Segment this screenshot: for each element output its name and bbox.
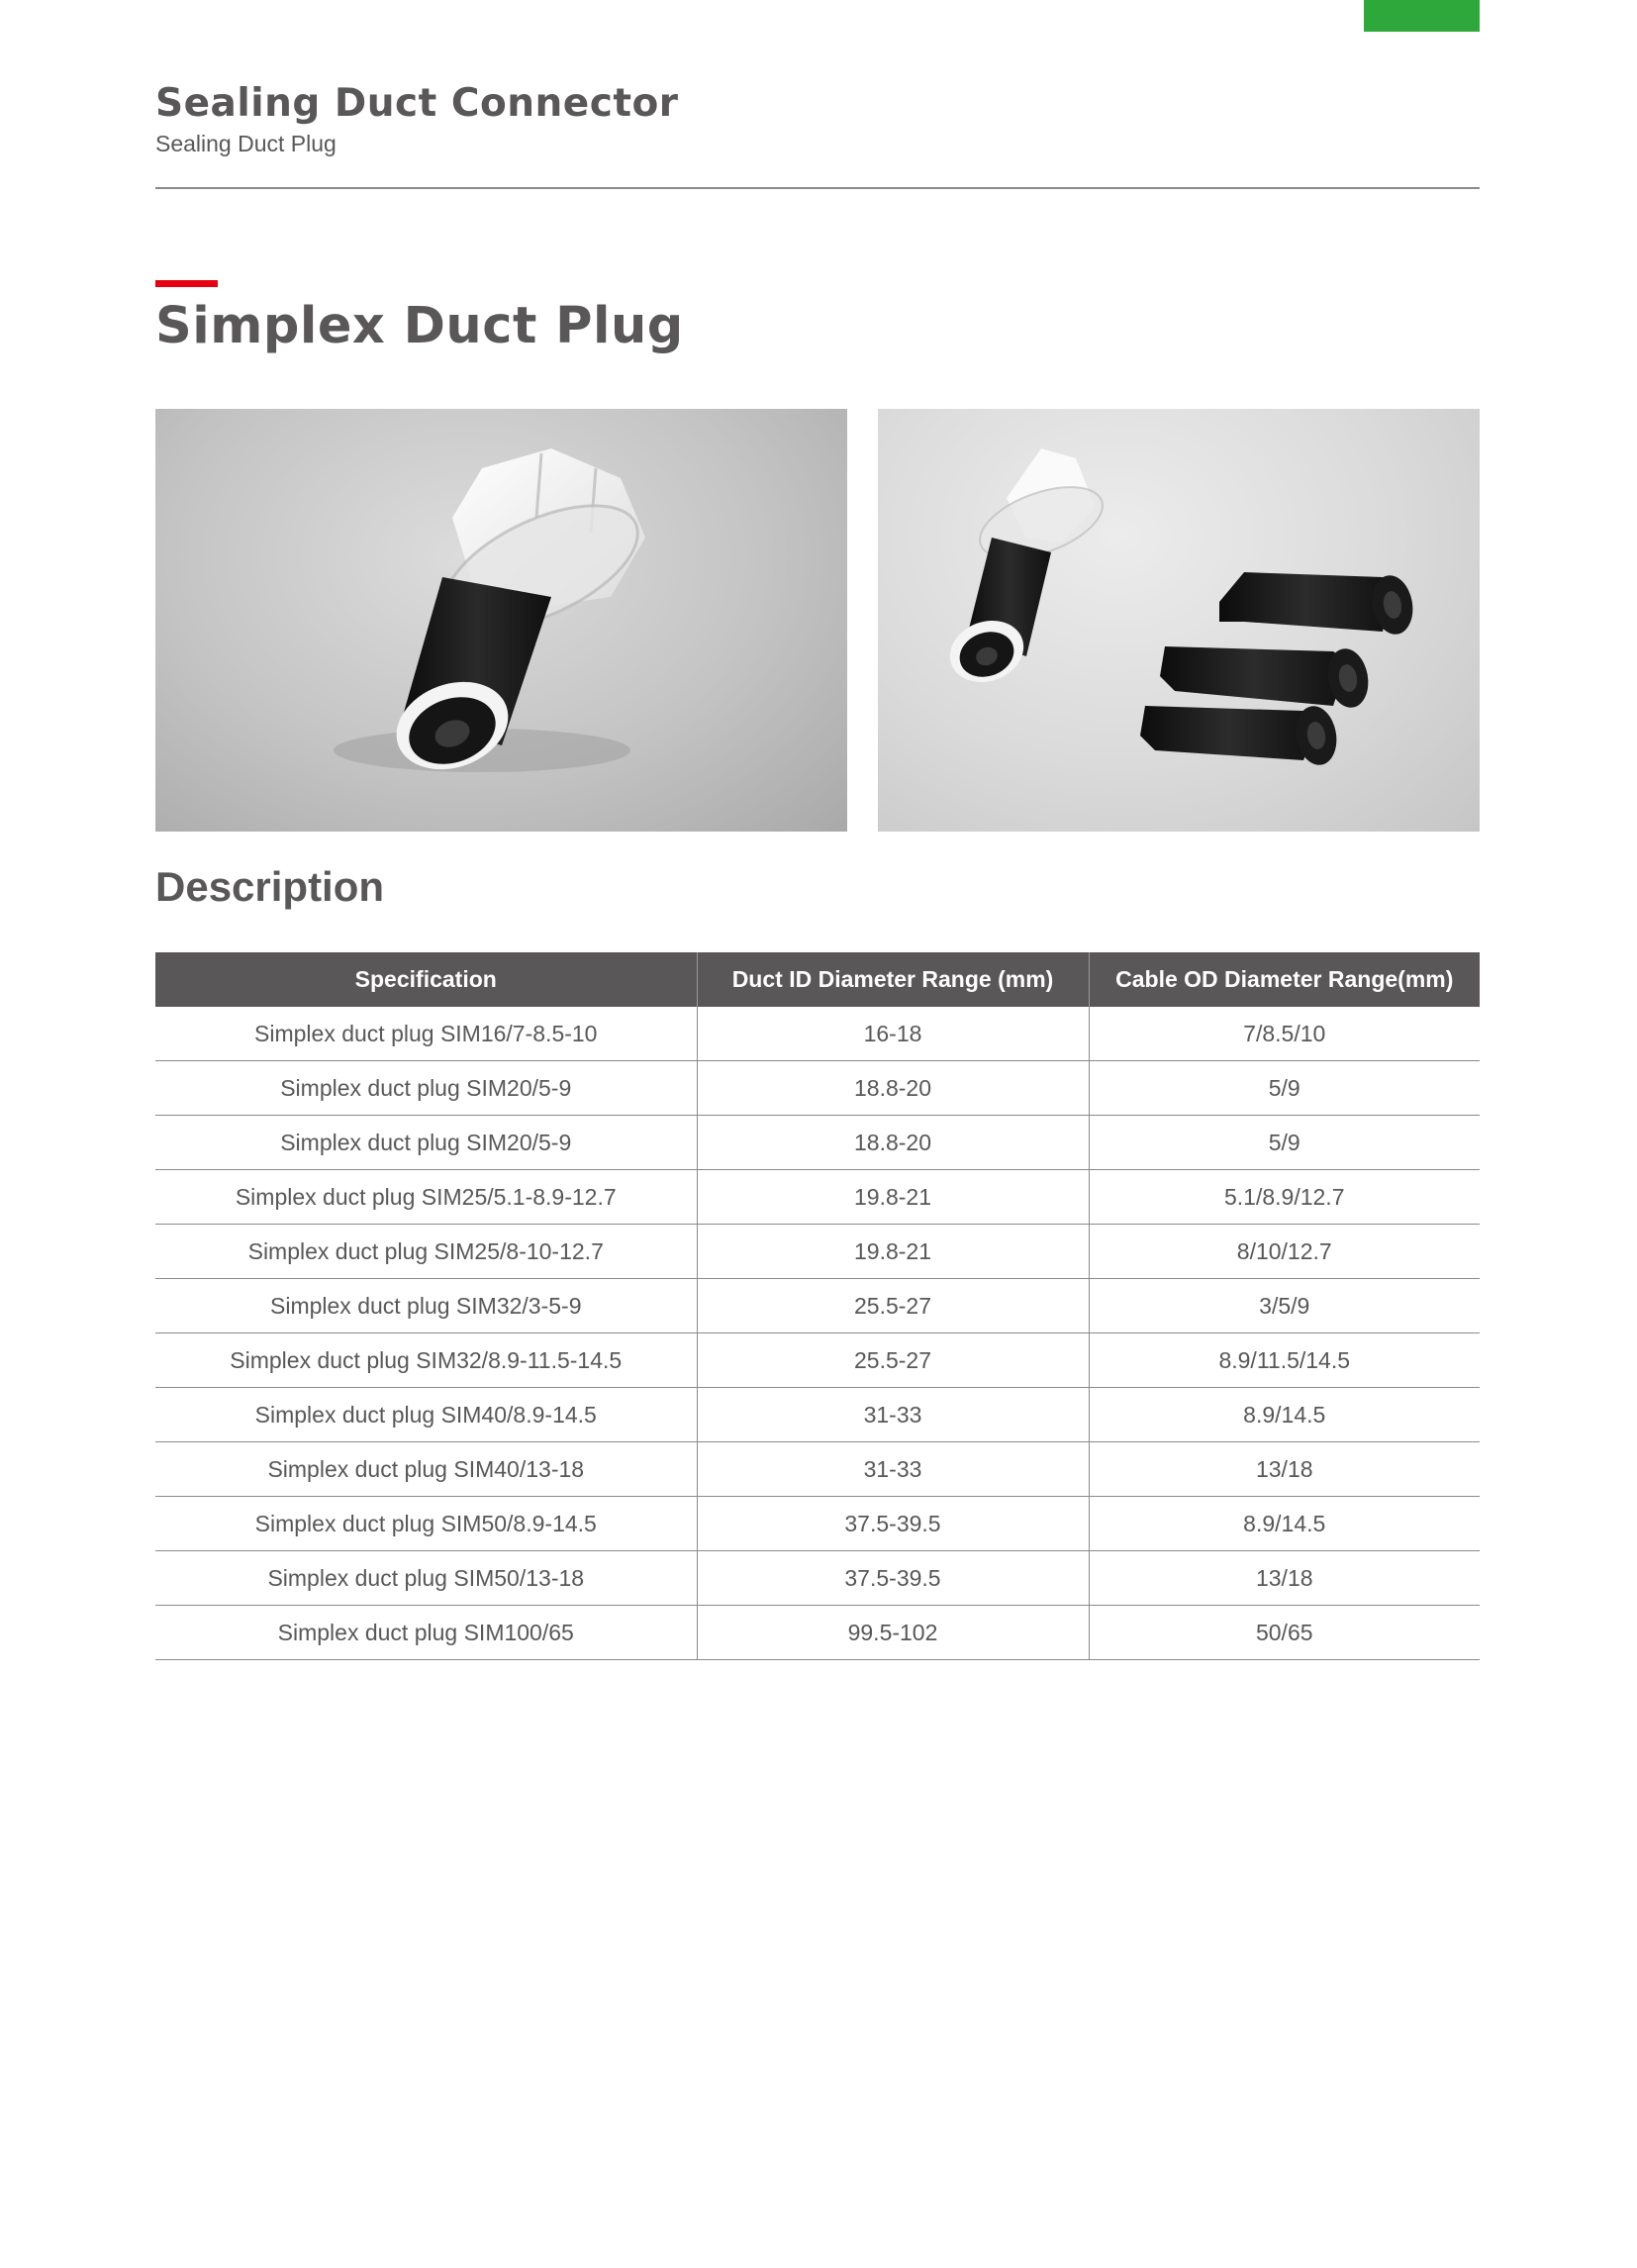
cell-duct-id-range: 18.8-20 <box>697 1061 1089 1116</box>
cell-specification: Simplex duct plug SIM20/5-9 <box>155 1061 697 1116</box>
table-row <box>155 1279 1480 1333</box>
section-title: Sealing Duct Connector <box>155 81 679 126</box>
cell-duct-id-range: 18.8-20 <box>697 1116 1089 1170</box>
cell-specification: Simplex duct plug SIM40/8.9-14.5 <box>155 1388 697 1442</box>
duct-plug-kit-illustration <box>878 409 1480 832</box>
cell-specification: Simplex duct plug SIM100/65 <box>155 1606 697 1660</box>
product-photo-single <box>155 409 847 832</box>
cell-cable-od-range: 3/5/9 <box>1089 1279 1480 1333</box>
cell-specification: Simplex duct plug SIM25/8-10-12.7 <box>155 1225 697 1279</box>
title-accent-bar <box>155 280 218 287</box>
product-photo-with-sleeves <box>878 409 1480 832</box>
cell-cable-od-range: 5/9 <box>1089 1061 1480 1116</box>
section-subtitle: Sealing Duct Plug <box>155 131 337 156</box>
cell-duct-id-range: 19.8-21 <box>697 1225 1089 1279</box>
header-specification: Specification <box>155 952 697 1007</box>
table-row <box>155 1388 1480 1442</box>
cell-cable-od-range: 8.9/14.5 <box>1089 1497 1480 1551</box>
cell-duct-id-range: 25.5-27 <box>697 1333 1089 1388</box>
table-row <box>155 1116 1480 1170</box>
table-header-row <box>155 952 1480 1007</box>
cell-duct-id-range: 31-33 <box>697 1442 1089 1497</box>
cell-cable-od-range: 8/10/12.7 <box>1089 1225 1480 1279</box>
cell-specification: Simplex duct plug SIM20/5-9 <box>155 1116 697 1170</box>
cell-cable-od-range: 8.9/14.5 <box>1089 1388 1480 1442</box>
cell-duct-id-range: 31-33 <box>697 1388 1089 1442</box>
cell-cable-od-range: 7/8.5/10 <box>1089 1007 1480 1061</box>
cell-cable-od-range: 50/65 <box>1089 1606 1480 1660</box>
cell-specification: Simplex duct plug SIM25/5.1-8.9-12.7 <box>155 1170 697 1225</box>
cell-cable-od-range: 5.1/8.9/12.7 <box>1089 1170 1480 1225</box>
cell-specification: Simplex duct plug SIM50/13-18 <box>155 1551 697 1606</box>
cell-specification: Simplex duct plug SIM32/3-5-9 <box>155 1279 697 1333</box>
specification-table <box>155 952 1480 1660</box>
header-divider <box>155 187 1480 189</box>
header-duct-id-range: Duct ID Diameter Range (mm) <box>697 952 1089 1007</box>
cell-duct-id-range: 19.8-21 <box>697 1170 1089 1225</box>
table-row <box>155 1606 1480 1660</box>
table-row <box>155 1007 1480 1061</box>
cell-specification: Simplex duct plug SIM50/8.9-14.5 <box>155 1497 697 1551</box>
cell-duct-id-range: 99.5-102 <box>697 1606 1089 1660</box>
cell-duct-id-range: 16-18 <box>697 1007 1089 1061</box>
table-row <box>155 1333 1480 1388</box>
cell-cable-od-range: 13/18 <box>1089 1442 1480 1497</box>
cell-duct-id-range: 25.5-27 <box>697 1279 1089 1333</box>
table-row <box>155 1061 1480 1116</box>
table-row <box>155 1497 1480 1551</box>
cell-duct-id-range: 37.5-39.5 <box>697 1497 1089 1551</box>
brand-green-tab <box>1364 0 1480 32</box>
duct-plug-illustration <box>155 409 847 832</box>
table-row <box>155 1551 1480 1606</box>
cell-cable-od-range: 13/18 <box>1089 1551 1480 1606</box>
table-row <box>155 1442 1480 1497</box>
product-title: Simplex Duct Plug <box>155 297 684 355</box>
cell-specification: Simplex duct plug SIM16/7-8.5-10 <box>155 1007 697 1061</box>
table-row <box>155 1170 1480 1225</box>
cell-cable-od-range: 5/9 <box>1089 1116 1480 1170</box>
table-row <box>155 1225 1480 1279</box>
header-cable-od-range: Cable OD Diameter Range(mm) <box>1089 952 1480 1007</box>
cell-cable-od-range: 8.9/11.5/14.5 <box>1089 1333 1480 1388</box>
description-heading: Description <box>155 863 385 910</box>
cell-duct-id-range: 37.5-39.5 <box>697 1551 1089 1606</box>
cell-specification: Simplex duct plug SIM32/8.9-11.5-14.5 <box>155 1333 697 1388</box>
cell-specification: Simplex duct plug SIM40/13-18 <box>155 1442 697 1497</box>
